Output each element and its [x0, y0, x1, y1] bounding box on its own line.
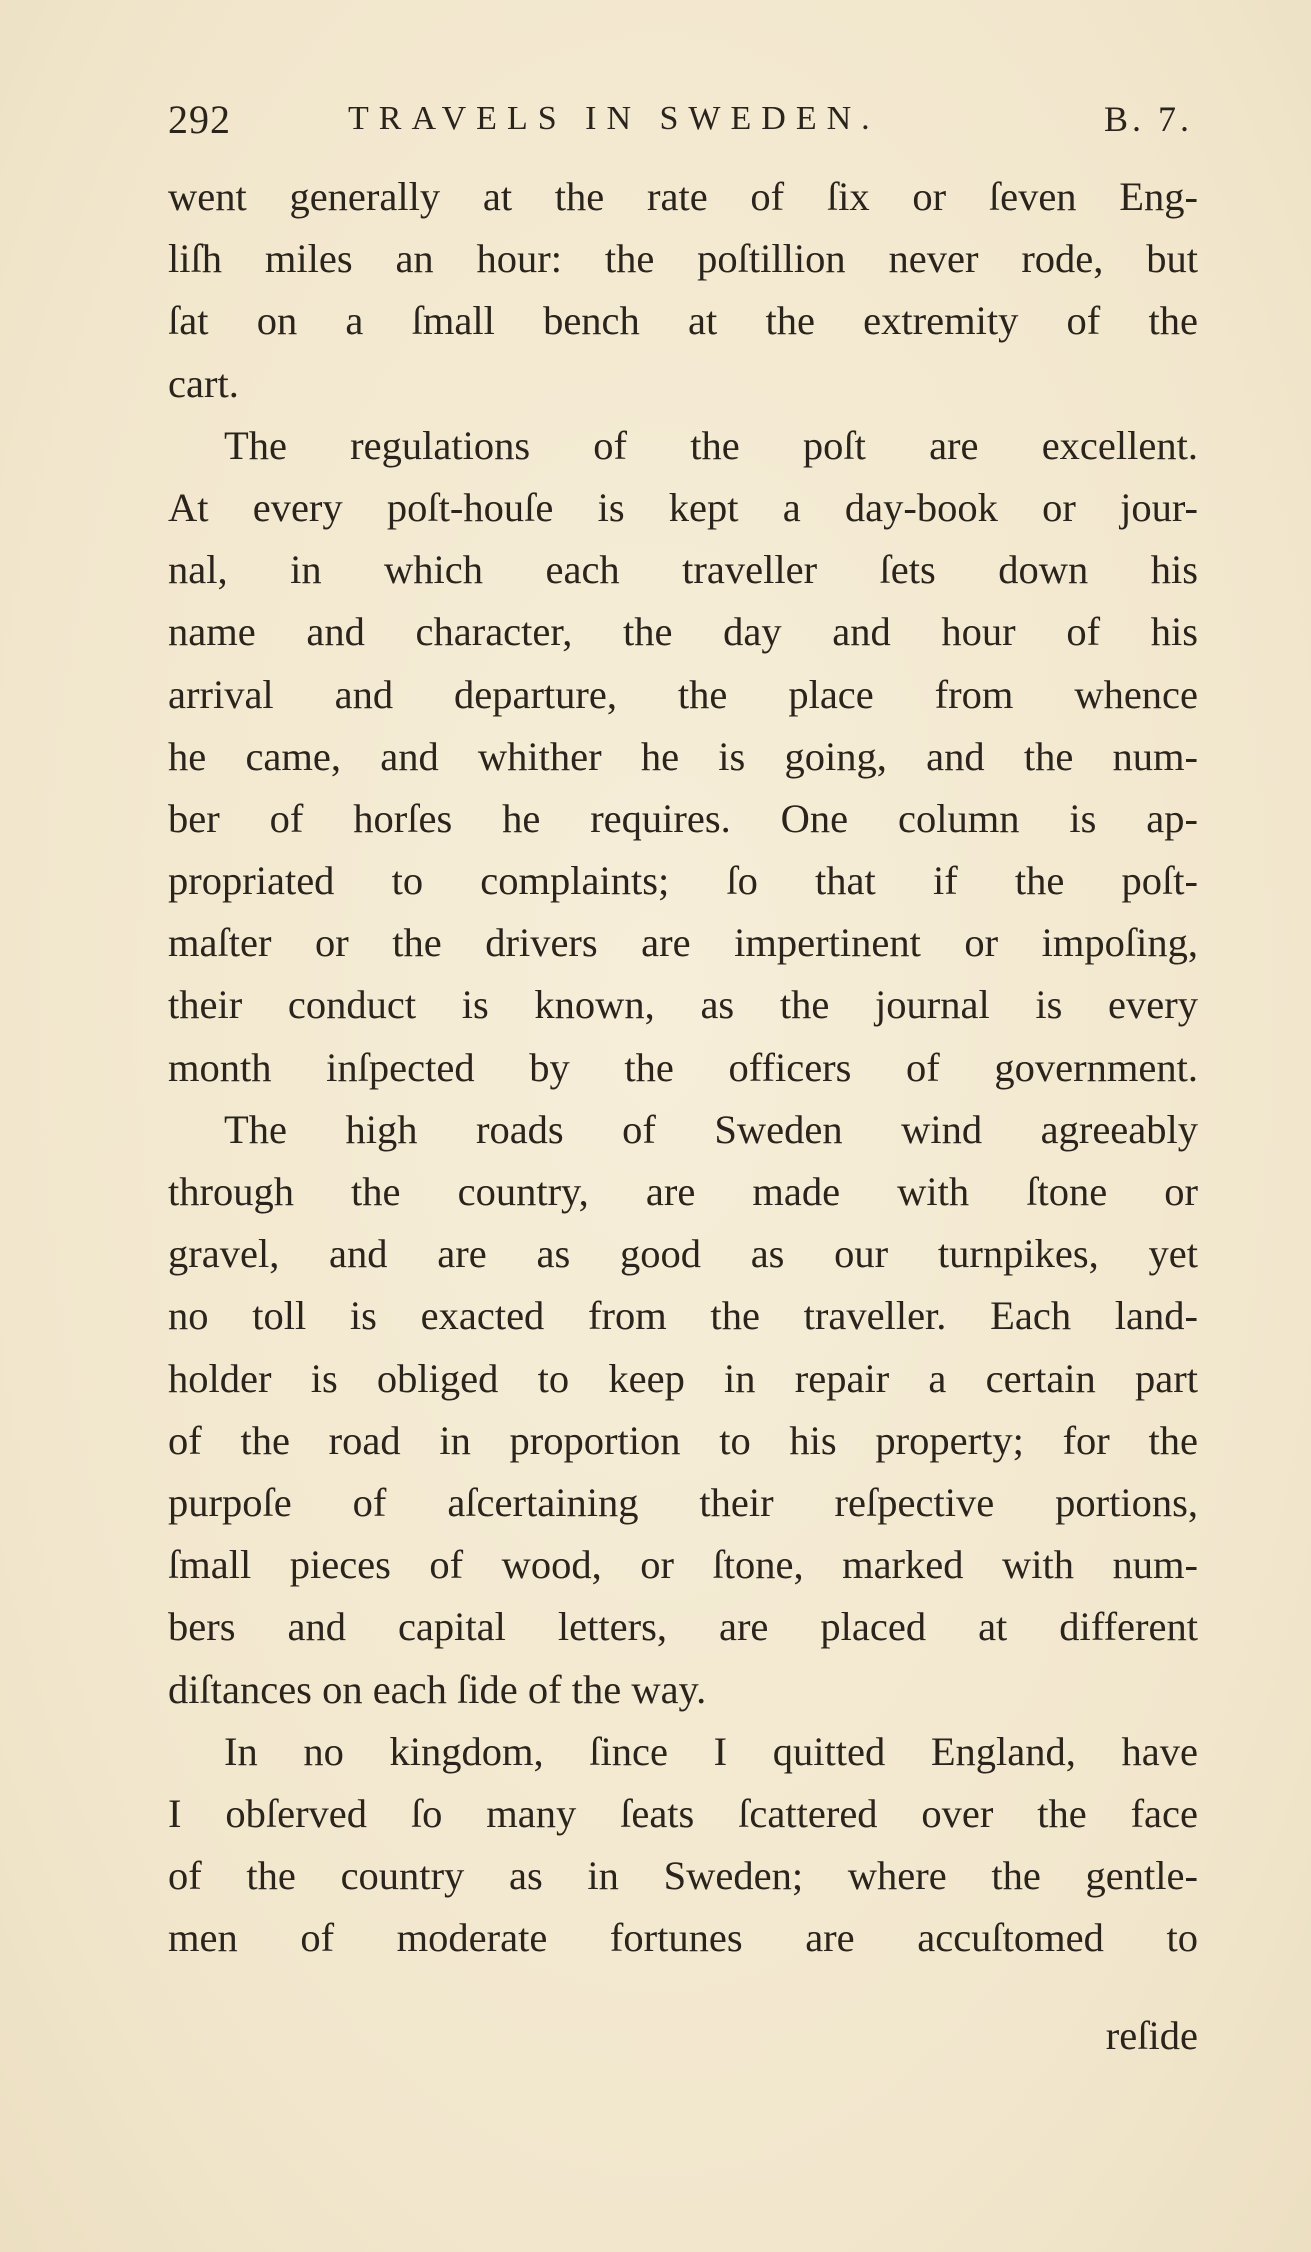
- text-line: In no kingdom, ſince I quitted England, have: [224, 1728, 1198, 1774]
- text-line: ſmall pieces of wood, or ſtone, marked with num-: [168, 1542, 1198, 1588]
- text-line: The regulations of the poſt are excellent.: [224, 422, 1198, 468]
- body-text: [168, 166, 1198, 1969]
- text-line: At every poſt-houſe is kept a day-book or jour-: [168, 484, 1198, 530]
- text-line: their conduct is known, as the journal is every: [168, 982, 1198, 1028]
- text-line: through the country, are made with ſtone or: [168, 1169, 1198, 1214]
- text-line: of the country as in Sweden; where the gentle-: [168, 1853, 1198, 1899]
- running-title: TRAVELS IN SWEDEN.: [348, 100, 880, 137]
- text-line: diſtances on each ſide of the way.: [168, 1666, 707, 1712]
- text-line: purpoſe of aſcertaining their reſpective portions,: [168, 1479, 1198, 1525]
- text-line: I obſerved ſo many ſeats ſcattered over the face: [168, 1790, 1198, 1836]
- text-line: cart.: [168, 360, 239, 406]
- page-number: 292: [168, 97, 231, 142]
- text-line: nal, in which each traveller ſets down his: [168, 547, 1198, 593]
- text-line: propriated to complaints; ſo that if the poſt-: [168, 858, 1198, 904]
- text-line: arrival and departure, the place from whence: [168, 671, 1198, 717]
- text-line: of the road in proportion to his property; for the: [168, 1417, 1198, 1463]
- text-line: month inſpected by the officers of government.: [168, 1044, 1198, 1090]
- text-line: bers and capital letters, are placed at different: [168, 1604, 1198, 1650]
- text-line: ber of horſes he requires. One column is ap-: [168, 795, 1198, 841]
- text-line: men of moderate fortunes are accuſtomed to: [168, 1915, 1198, 1961]
- text-line: The high roads of Sweden wind agreeably: [224, 1106, 1198, 1152]
- text-line: ſat on a ſmall bench at the extremity of the: [168, 298, 1198, 344]
- text-line: holder is obliged to keep in repair a certain part: [168, 1355, 1198, 1401]
- text-line: gravel, and are as good as our turnpikes, yet: [168, 1231, 1198, 1277]
- text-line: no toll is exacted from the traveller. Each land-: [168, 1293, 1198, 1339]
- text-line: went generally at the rate of ſix or ſeven Eng-: [168, 174, 1198, 219]
- section-reference: B. 7.: [1103, 99, 1193, 139]
- text-line: he came, and whither he is going, and the num-: [168, 733, 1198, 779]
- text-line: liſh miles an hour: the poſtillion never rode, but: [168, 236, 1198, 282]
- text-line: maſter or the drivers are impertinent or impoſing,: [168, 920, 1198, 966]
- page-header: [168, 96, 1193, 156]
- text-line: name and character, the day and hour of his: [168, 609, 1198, 655]
- catchword: reſide: [1105, 2013, 1198, 2058]
